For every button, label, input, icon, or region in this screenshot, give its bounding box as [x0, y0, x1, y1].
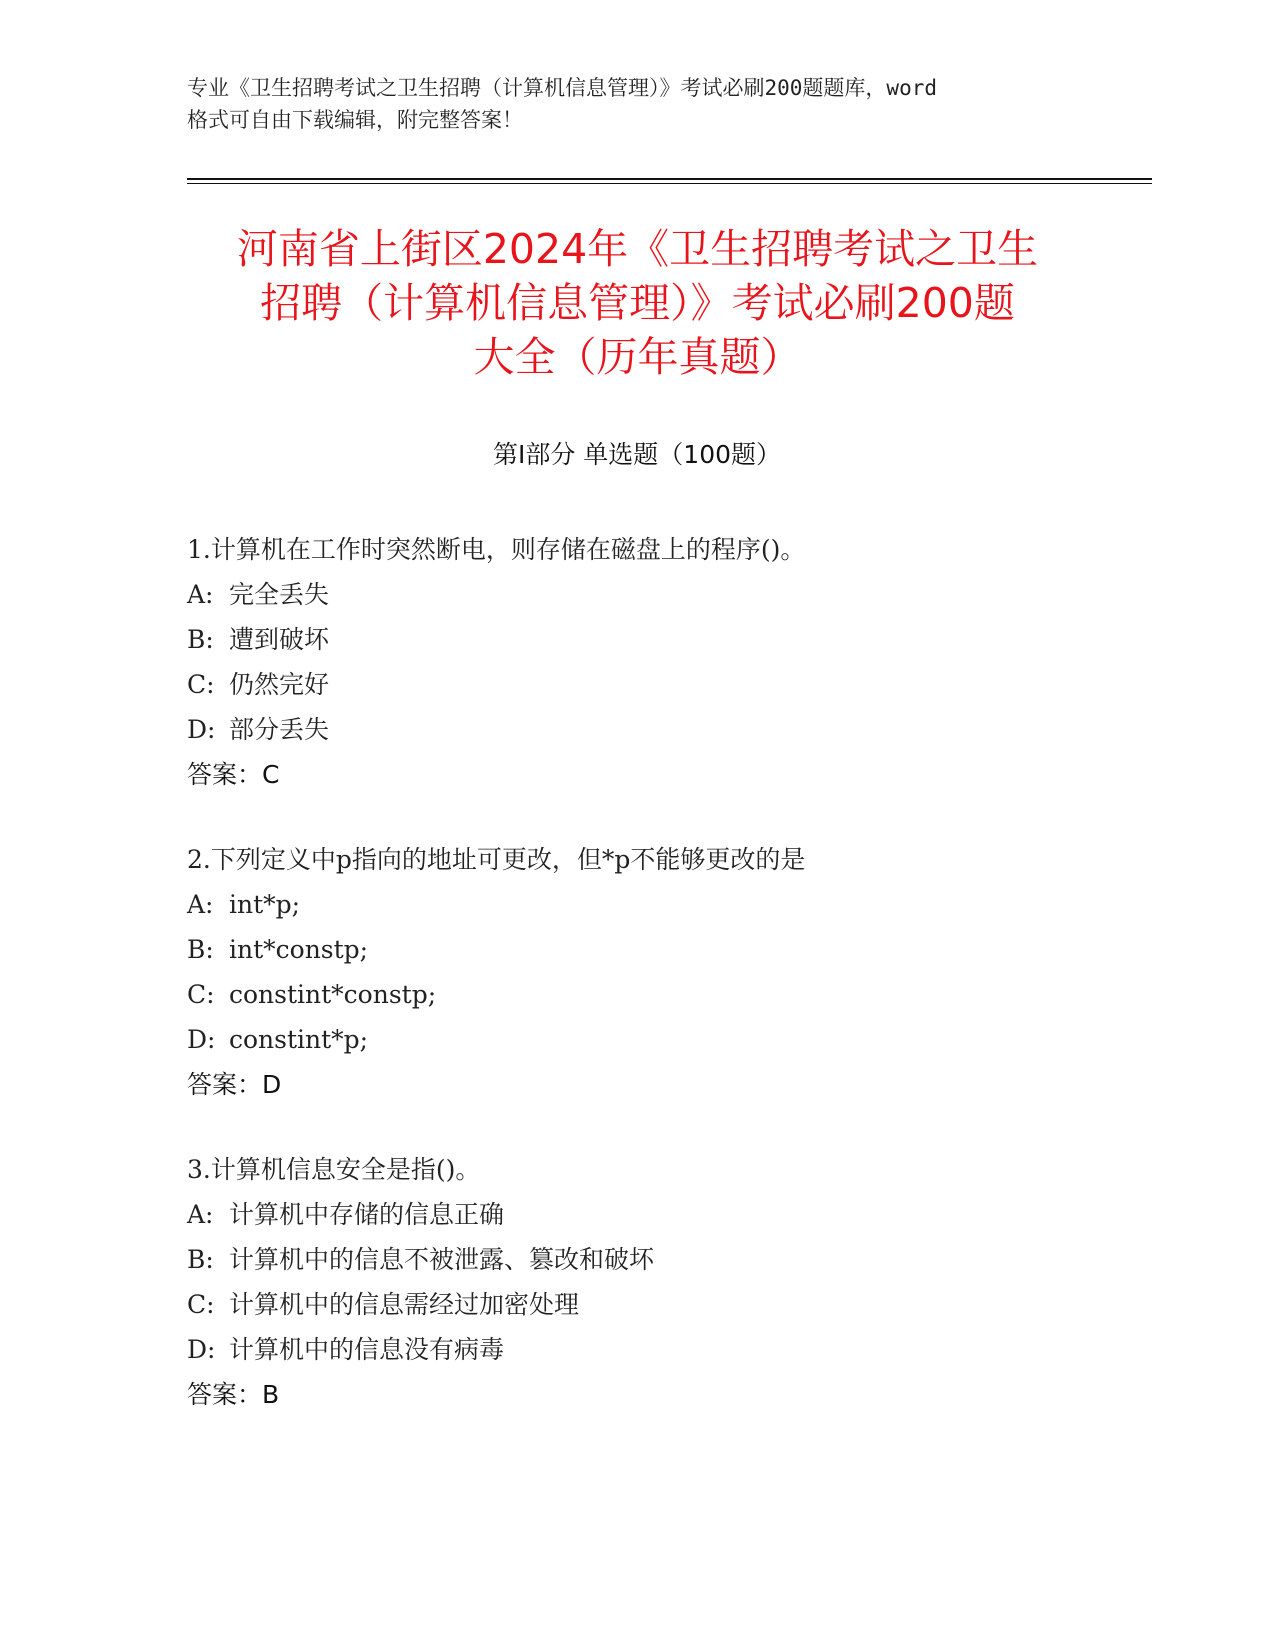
option-d	[187, 707, 1147, 752]
option-letter: D:	[187, 1335, 216, 1364]
answer-line: 答案：D	[187, 1070, 282, 1099]
header-line-2: 格式可自由下载编辑，附完整答案！	[187, 108, 523, 132]
option-text: 仍然完好	[229, 670, 330, 699]
option-text: 部分丢失	[229, 715, 330, 744]
header-line-1: 专业《卫生招聘考试之卫生招聘（计算机信息管理）》考试必刷200题题库，word	[187, 76, 937, 100]
option-letter: B:	[187, 1245, 214, 1274]
option-letter: B:	[187, 625, 214, 654]
option-letter: B:	[187, 935, 214, 964]
option-c	[187, 972, 1147, 1017]
question-stem: 1.计算机在工作时突然断电，则存储在磁盘上的程序()。	[187, 535, 806, 564]
answer-line: 答案：B	[187, 1380, 280, 1409]
option-letter: A:	[187, 1200, 214, 1229]
header-divider-thick	[187, 178, 1152, 180]
option-letter: A:	[187, 580, 214, 609]
question-stem: 2.下列定义中p指向的地址可更改，但*p不能够更改的是	[187, 845, 806, 874]
section-heading: 第Ⅰ部分 单选题（100题）	[492, 440, 782, 469]
option-text: int*p;	[229, 890, 301, 919]
option-text: 计算机中的信息不被泄露、篡改和破坏	[229, 1245, 655, 1274]
option-a	[187, 882, 1147, 927]
question-list	[187, 527, 1147, 1457]
option-letter: D:	[187, 715, 216, 744]
option-c	[187, 662, 1147, 707]
question-stem: 3.计算机信息安全是指()。	[187, 1155, 481, 1184]
option-d	[187, 1327, 1147, 1372]
title-line-3: 大全（历年真题）	[473, 333, 802, 381]
option-a	[187, 1192, 1147, 1237]
option-letter: A:	[187, 890, 214, 919]
header-divider-thin	[187, 183, 1152, 184]
question-2	[187, 837, 1147, 1107]
option-text: constint*p;	[229, 1025, 369, 1054]
title-line-1: 河南省上街区2024年《卫生招聘考试之卫生	[236, 225, 1039, 273]
option-letter: C:	[187, 1290, 215, 1319]
option-text: 遭到破坏	[229, 625, 330, 654]
option-text: constint*constp;	[229, 980, 437, 1009]
option-text: 计算机中的信息没有病毒	[229, 1335, 505, 1364]
option-b	[187, 617, 1147, 662]
answer-line: 答案：C	[187, 760, 280, 789]
option-b	[187, 1237, 1147, 1282]
option-d	[187, 1017, 1147, 1062]
option-letter: C:	[187, 670, 215, 699]
option-b	[187, 927, 1147, 972]
option-c	[187, 1282, 1147, 1327]
option-text: 计算机中存储的信息正确	[229, 1200, 505, 1229]
option-letter: D:	[187, 1025, 216, 1054]
option-text: 完全丢失	[229, 580, 330, 609]
option-a	[187, 572, 1147, 617]
question-1	[187, 527, 1147, 797]
title-line-2: 招聘（计算机信息管理）》考试必刷200题	[260, 279, 1015, 327]
question-3	[187, 1147, 1147, 1417]
option-text: 计算机中的信息需经过加密处理	[229, 1290, 580, 1319]
document-title	[160, 222, 1115, 384]
option-letter: C:	[187, 980, 215, 1009]
document-header	[187, 72, 1087, 136]
option-text: int*constp;	[229, 935, 369, 964]
